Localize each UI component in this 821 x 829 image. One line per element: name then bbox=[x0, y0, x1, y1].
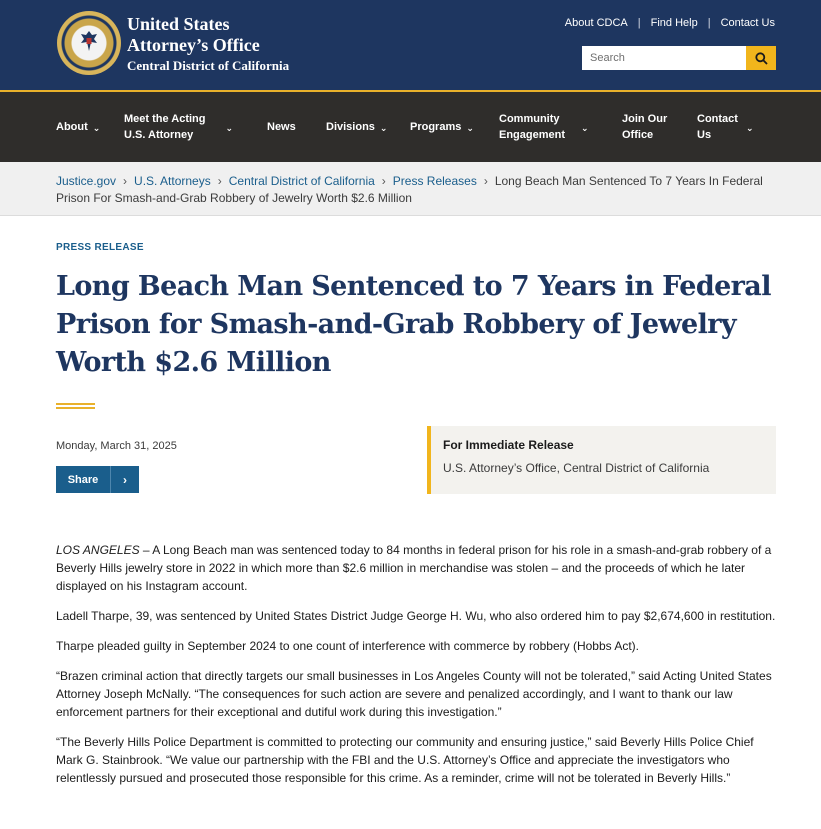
nav-divisions[interactable] bbox=[326, 92, 387, 162]
utility-nav bbox=[565, 17, 775, 29]
breadcrumb-link-justice-gov[interactable]: Justice.gov bbox=[56, 174, 117, 188]
release-info-box bbox=[427, 426, 776, 494]
doj-seal-logo[interactable] bbox=[57, 11, 121, 75]
title-divider bbox=[56, 403, 95, 409]
nav-label: News bbox=[267, 121, 296, 133]
search-form bbox=[582, 46, 776, 70]
release-office: U.S. Attorney’s Office, Central District of California bbox=[443, 461, 710, 475]
nav-news[interactable] bbox=[267, 92, 296, 162]
about-cdca-link[interactable]: About CDCA bbox=[564, 17, 628, 29]
nav-label: U.S. Attorney bbox=[124, 129, 194, 141]
article-paragraph bbox=[56, 541, 776, 595]
site-header bbox=[0, 0, 821, 90]
breadcrumb bbox=[0, 162, 821, 216]
site-title[interactable] bbox=[127, 14, 289, 74]
paragraph-text: – A Long Beach man was sentenced today to 84 months in federal prison for his role in a smash-and-grab robbery of a Beverly Hills jewelry store in 2022 in which more than $2.6 million in merchandise was stolen – and the proceeds of which he later displayed on his Instagram account. bbox=[56, 543, 772, 593]
article-paragraph: Tharpe pleaded guilty in September 2024 to one count of interference with commerce by robbery (Hobbs Act). bbox=[56, 639, 639, 653]
site-title-line2: Attorney’s Office bbox=[127, 35, 260, 55]
nav-label: Divisions bbox=[326, 121, 375, 133]
nav-label: Engagement bbox=[499, 129, 566, 141]
dateline: LOS ANGELES bbox=[56, 543, 140, 557]
nav-label: About bbox=[56, 121, 88, 133]
chevron-down-icon: ⌄ bbox=[92, 123, 101, 133]
chevron-down-icon: ⌄ bbox=[466, 123, 474, 133]
search-button[interactable] bbox=[746, 46, 776, 70]
separator: | bbox=[637, 17, 641, 29]
nav-community-engagement[interactable] bbox=[499, 92, 589, 162]
release-date: Monday, March 31, 2025 bbox=[56, 440, 177, 452]
page-title: Long Beach Man Sentenced to 7 Years in Federal Prison for Smash-and-Grab Robbery of Jewelry Worth $2.6 Million bbox=[56, 271, 771, 378]
article-paragraph: “Brazen criminal action that directly targets our small businesses in Los Angeles County will not be tolerated,” said Acting United States Attorney Joseph McNally. “The consequences for such action are severe and penalized accordingly, and I want to thank our law enforcement partners for their exceptional and dutiful work during this investigation.” bbox=[56, 669, 772, 719]
article-body bbox=[56, 541, 776, 799]
chevron-down-icon: ⌄ bbox=[379, 123, 388, 133]
chevron-right-icon: › bbox=[217, 174, 222, 188]
nav-label: Us bbox=[697, 129, 712, 141]
chevron-right-icon: › bbox=[381, 174, 386, 188]
breadcrumb-link-press-releases[interactable]: Press Releases bbox=[392, 174, 477, 188]
nav-label: Join Our bbox=[622, 113, 668, 125]
article-paragraph: Ladell Tharpe, 39, was sentenced by United States District Judge George H. Wu, who also ordered him to pay $2,674,600 in restitution. bbox=[56, 609, 776, 623]
chevron-right-icon: › bbox=[483, 174, 488, 188]
eagle-icon bbox=[79, 29, 99, 53]
share-button[interactable] bbox=[56, 466, 139, 493]
find-help-link[interactable]: Find Help bbox=[650, 17, 698, 29]
search-input[interactable] bbox=[582, 46, 746, 70]
chevron-right-icon: › bbox=[123, 174, 128, 188]
chevron-right-icon: › bbox=[123, 472, 127, 487]
nav-meet-acting-attorney[interactable] bbox=[124, 92, 233, 162]
release-heading: For Immediate Release bbox=[443, 438, 574, 452]
chevron-down-icon: ⌄ bbox=[745, 123, 754, 133]
share-label: Share bbox=[67, 473, 99, 486]
nav-join-our-office[interactable] bbox=[622, 92, 667, 162]
site-subtitle: Central District of California bbox=[127, 58, 290, 73]
chevron-down-icon: ⌄ bbox=[581, 123, 589, 133]
breadcrumb-link-us-attorneys[interactable]: U.S. Attorneys bbox=[134, 174, 211, 188]
nav-programs[interactable] bbox=[410, 92, 474, 162]
breadcrumb-link-cdca[interactable]: Central District of California bbox=[228, 174, 375, 188]
nav-label: Contact bbox=[697, 113, 738, 125]
search-icon bbox=[755, 52, 768, 65]
nav-label: Programs bbox=[410, 121, 462, 133]
chevron-down-icon: ⌄ bbox=[225, 123, 234, 133]
nav-contact-us[interactable] bbox=[697, 92, 754, 162]
breadcrumb-current: Long Beach Man Sentenced To 7 Years In Federal Prison For Smash-and-Grab Robbery of Jewelry Worth $2.6 Million bbox=[56, 174, 763, 205]
nav-label: Office bbox=[622, 129, 654, 141]
site-title-line1: United States bbox=[127, 14, 230, 34]
contact-us-link[interactable]: Contact Us bbox=[720, 17, 775, 29]
nav-about[interactable] bbox=[56, 92, 100, 162]
article-paragraph: “The Beverly Hills Police Department is committed to protecting our community and ensuring justice,” said Beverly Hills Police Chief Mark G. Stainbrook. “We value our partnership with the FBI and the U.S. Attorney’s Office and appreciate the investigators who relentlessly pursued and prosecuted those responsible for this crime. As a reminder, crime will not be tolerated in Beverly Hills.” bbox=[56, 735, 754, 785]
nav-label: Community bbox=[499, 113, 560, 125]
separator: | bbox=[707, 17, 711, 29]
content-type-label: PRESS RELEASE bbox=[56, 242, 144, 253]
nav-label: Meet the Acting bbox=[124, 113, 206, 125]
main-nav bbox=[0, 92, 821, 162]
